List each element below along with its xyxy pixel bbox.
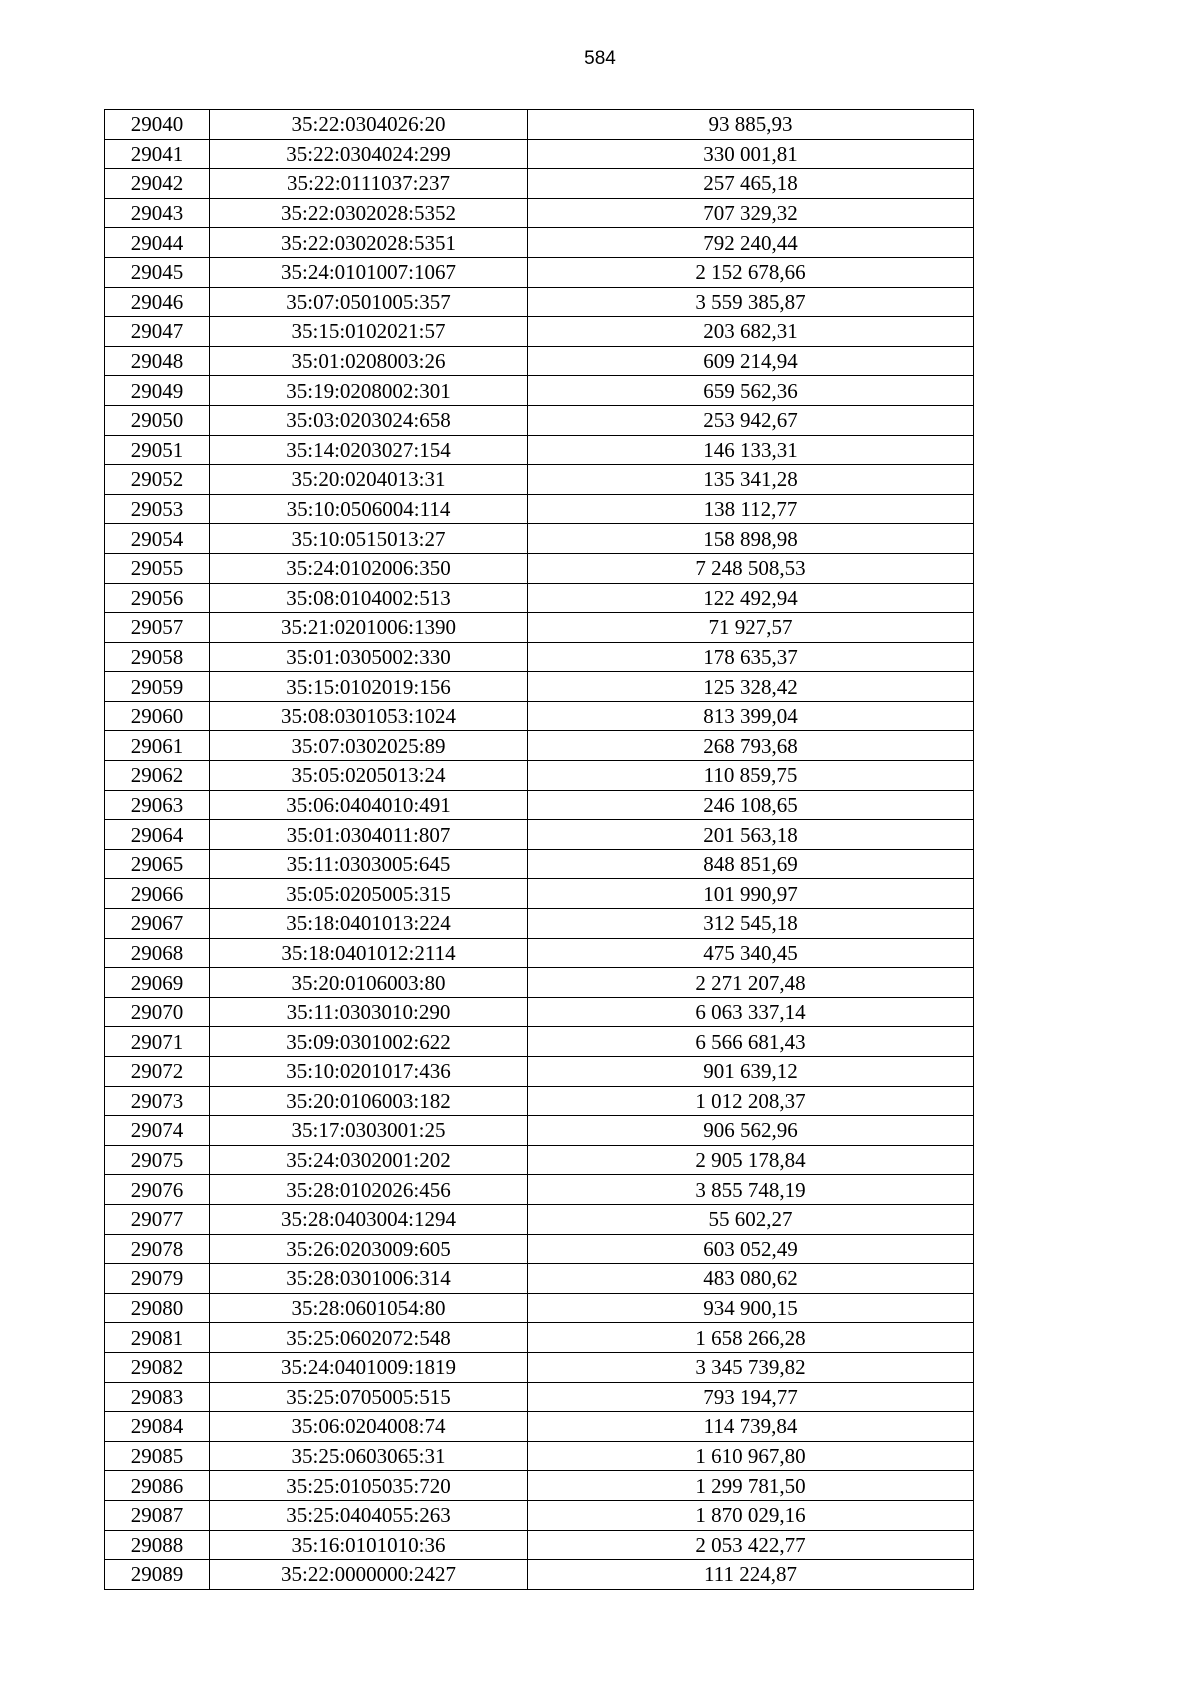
cadastral-number-cell: 35:25:0105035:720 [210, 1471, 528, 1501]
table-row [105, 1382, 974, 1412]
cadastral-number-cell: 35:28:0601054:80 [210, 1293, 528, 1323]
row-number-cell: 29085 [105, 1441, 210, 1471]
table-row [105, 139, 974, 169]
cadastral-value-cell: 1 012 208,37 [528, 1086, 974, 1116]
cadastral-number-cell: 35:28:0301006:314 [210, 1264, 528, 1294]
cadastral-number-cell: 35:08:0301053:1024 [210, 701, 528, 731]
cadastral-number-cell: 35:24:0101007:1067 [210, 257, 528, 287]
row-number-cell: 29050 [105, 405, 210, 435]
cadastral-number-cell: 35:03:0203024:658 [210, 405, 528, 435]
row-number-cell: 29044 [105, 228, 210, 258]
cadastral-value-cell: 111 224,87 [528, 1560, 974, 1590]
cadastral-value-cell: 55 602,27 [528, 1204, 974, 1234]
table-row [105, 1234, 974, 1264]
table-row [105, 938, 974, 968]
row-number-cell: 29053 [105, 494, 210, 524]
table-row [105, 346, 974, 376]
row-number-cell: 29042 [105, 169, 210, 199]
cadastral-number-cell: 35:20:0106003:182 [210, 1086, 528, 1116]
row-number-cell: 29089 [105, 1560, 210, 1590]
table-row [105, 1116, 974, 1146]
row-number-cell: 29076 [105, 1175, 210, 1205]
cadastral-number-cell: 35:16:0101010:36 [210, 1530, 528, 1560]
cadastral-number-cell: 35:01:0305002:330 [210, 642, 528, 672]
table-row [105, 465, 974, 495]
cadastral-value-cell: 603 052,49 [528, 1234, 974, 1264]
row-number-cell: 29068 [105, 938, 210, 968]
row-number-cell: 29054 [105, 524, 210, 554]
cadastral-value-cell: 158 898,98 [528, 524, 974, 554]
row-number-cell: 29048 [105, 346, 210, 376]
table-row [105, 110, 974, 140]
cadastral-value-cell: 609 214,94 [528, 346, 974, 376]
cadastral-number-cell: 35:06:0204008:74 [210, 1412, 528, 1442]
cadastral-value-cell: 2 152 678,66 [528, 257, 974, 287]
row-number-cell: 29075 [105, 1145, 210, 1175]
cadastral-number-cell: 35:21:0201006:1390 [210, 613, 528, 643]
cadastral-value-cell: 138 112,77 [528, 494, 974, 524]
cadastral-value-cell: 848 851,69 [528, 849, 974, 879]
table-row [105, 1175, 974, 1205]
cadastral-value-cell: 93 885,93 [528, 110, 974, 140]
cadastral-number-cell: 35:22:0000000:2427 [210, 1560, 528, 1590]
cadastral-number-cell: 35:24:0401009:1819 [210, 1352, 528, 1382]
cadastral-number-cell: 35:07:0501005:357 [210, 287, 528, 317]
cadastral-value-cell: 110 859,75 [528, 761, 974, 791]
row-number-cell: 29070 [105, 997, 210, 1027]
row-number-cell: 29073 [105, 1086, 210, 1116]
table-row [105, 257, 974, 287]
cadastral-number-cell: 35:15:0102019:156 [210, 672, 528, 702]
cadastral-value-cell: 203 682,31 [528, 317, 974, 347]
row-number-cell: 29067 [105, 909, 210, 939]
row-number-cell: 29051 [105, 435, 210, 465]
table-row [105, 731, 974, 761]
row-number-cell: 29055 [105, 553, 210, 583]
cadastral-number-cell: 35:25:0404055:263 [210, 1500, 528, 1530]
row-number-cell: 29083 [105, 1382, 210, 1412]
table-row [105, 169, 974, 199]
cadastral-value-cell: 125 328,42 [528, 672, 974, 702]
cadastral-number-cell: 35:19:0208002:301 [210, 376, 528, 406]
row-number-cell: 29072 [105, 1057, 210, 1087]
cadastral-value-cell: 114 739,84 [528, 1412, 974, 1442]
cadastral-value-cell: 707 329,32 [528, 198, 974, 228]
table-row [105, 642, 974, 672]
table-row [105, 997, 974, 1027]
table-body [105, 110, 974, 1590]
cadastral-number-cell: 35:22:0111037:237 [210, 169, 528, 199]
table-row [105, 1471, 974, 1501]
cadastral-value-cell: 813 399,04 [528, 701, 974, 731]
cadastral-value-cell: 330 001,81 [528, 139, 974, 169]
table-row [105, 761, 974, 791]
table-row [105, 1560, 974, 1590]
row-number-cell: 29084 [105, 1412, 210, 1442]
row-number-cell: 29087 [105, 1500, 210, 1530]
cadastral-value-cell: 2 053 422,77 [528, 1530, 974, 1560]
row-number-cell: 29063 [105, 790, 210, 820]
table-row [105, 1057, 974, 1087]
cadastral-number-cell: 35:11:0303010:290 [210, 997, 528, 1027]
row-number-cell: 29066 [105, 879, 210, 909]
row-number-cell: 29069 [105, 968, 210, 998]
cadastral-number-cell: 35:20:0204013:31 [210, 465, 528, 495]
cadastral-number-cell: 35:15:0102021:57 [210, 317, 528, 347]
cadastral-number-cell: 35:18:0401013:224 [210, 909, 528, 939]
cadastral-value-cell: 135 341,28 [528, 465, 974, 495]
table-row [105, 909, 974, 939]
cadastral-value-cell: 7 248 508,53 [528, 553, 974, 583]
table-row [105, 583, 974, 613]
table-row [105, 317, 974, 347]
row-number-cell: 29062 [105, 761, 210, 791]
cadastral-value-cell: 101 990,97 [528, 879, 974, 909]
cadastral-number-cell: 35:10:0506004:114 [210, 494, 528, 524]
cadastral-value-cell: 201 563,18 [528, 820, 974, 850]
table-row [105, 701, 974, 731]
cadastral-number-cell: 35:24:0102006:350 [210, 553, 528, 583]
cadastral-number-cell: 35:05:0205005:315 [210, 879, 528, 909]
table-row [105, 672, 974, 702]
row-number-cell: 29065 [105, 849, 210, 879]
cadastral-number-cell: 35:25:0603065:31 [210, 1441, 528, 1471]
table-row [105, 1264, 974, 1294]
row-number-cell: 29064 [105, 820, 210, 850]
table-row [105, 1323, 974, 1353]
table-row [105, 1027, 974, 1057]
cadastral-number-cell: 35:11:0303005:645 [210, 849, 528, 879]
cadastral-value-cell: 475 340,45 [528, 938, 974, 968]
row-number-cell: 29046 [105, 287, 210, 317]
cadastral-value-cell: 1 299 781,50 [528, 1471, 974, 1501]
table-row [105, 1441, 974, 1471]
row-number-cell: 29045 [105, 257, 210, 287]
cadastral-value-cell: 483 080,62 [528, 1264, 974, 1294]
cadastral-value-cell: 178 635,37 [528, 642, 974, 672]
cadastral-value-cell: 246 108,65 [528, 790, 974, 820]
table-row [105, 376, 974, 406]
cadastral-number-cell: 35:20:0106003:80 [210, 968, 528, 998]
cadastral-value-cell: 6 566 681,43 [528, 1027, 974, 1057]
cadastral-number-cell: 35:22:0302028:5351 [210, 228, 528, 258]
table-row [105, 849, 974, 879]
cadastral-value-cell: 257 465,18 [528, 169, 974, 199]
cadastral-number-cell: 35:22:0304024:299 [210, 139, 528, 169]
table-row [105, 1293, 974, 1323]
cadastral-value-cell: 792 240,44 [528, 228, 974, 258]
table-row [105, 1204, 974, 1234]
cadastral-number-cell: 35:22:0304026:20 [210, 110, 528, 140]
cadastral-number-cell: 35:25:0705005:515 [210, 1382, 528, 1412]
cadastral-value-cell: 1 658 266,28 [528, 1323, 974, 1353]
cadastral-number-cell: 35:09:0301002:622 [210, 1027, 528, 1057]
table-row [105, 1145, 974, 1175]
page-number: 584 [584, 48, 616, 69]
cadastral-number-cell: 35:28:0403004:1294 [210, 1204, 528, 1234]
cadastral-value-cell: 793 194,77 [528, 1382, 974, 1412]
cadastral-number-cell: 35:18:0401012:2114 [210, 938, 528, 968]
table-row [105, 553, 974, 583]
row-number-cell: 29080 [105, 1293, 210, 1323]
cadastral-number-cell: 35:06:0404010:491 [210, 790, 528, 820]
row-number-cell: 29047 [105, 317, 210, 347]
row-number-cell: 29074 [105, 1116, 210, 1146]
cadastral-value-cell: 1 870 029,16 [528, 1500, 974, 1530]
table-row [105, 613, 974, 643]
table-row [105, 1086, 974, 1116]
row-number-cell: 29056 [105, 583, 210, 613]
cadastral-value-cell: 268 793,68 [528, 731, 974, 761]
table-row [105, 1500, 974, 1530]
cadastral-value-cell: 71 927,57 [528, 613, 974, 643]
cadastral-number-cell: 35:24:0302001:202 [210, 1145, 528, 1175]
table-row [105, 435, 974, 465]
cadastral-number-cell: 35:10:0515013:27 [210, 524, 528, 554]
cadastral-value-cell: 312 545,18 [528, 909, 974, 939]
table-row [105, 879, 974, 909]
cadastral-number-cell: 35:07:0302025:89 [210, 731, 528, 761]
table-row [105, 1530, 974, 1560]
row-number-cell: 29071 [105, 1027, 210, 1057]
row-number-cell: 29040 [105, 110, 210, 140]
cadastral-value-cell: 2 271 207,48 [528, 968, 974, 998]
cadastral-number-cell: 35:01:0304011:807 [210, 820, 528, 850]
cadastral-number-cell: 35:26:0203009:605 [210, 1234, 528, 1264]
row-number-cell: 29078 [105, 1234, 210, 1264]
cadastral-number-cell: 35:25:0602072:548 [210, 1323, 528, 1353]
row-number-cell: 29081 [105, 1323, 210, 1353]
cadastral-value-cell: 6 063 337,14 [528, 997, 974, 1027]
row-number-cell: 29058 [105, 642, 210, 672]
table-row [105, 198, 974, 228]
table-row [105, 968, 974, 998]
cadastral-value-cell: 1 610 967,80 [528, 1441, 974, 1471]
row-number-cell: 29057 [105, 613, 210, 643]
cadastral-value-cell: 122 492,94 [528, 583, 974, 613]
table-row [105, 790, 974, 820]
table-row [105, 524, 974, 554]
cadastral-number-cell: 35:01:0208003:26 [210, 346, 528, 376]
cadastral-number-cell: 35:28:0102026:456 [210, 1175, 528, 1205]
cadastral-value-cell: 3 855 748,19 [528, 1175, 974, 1205]
row-number-cell: 29043 [105, 198, 210, 228]
cadastral-value-cell: 901 639,12 [528, 1057, 974, 1087]
cadastral-value-cell: 2 905 178,84 [528, 1145, 974, 1175]
cadastral-value-cell: 3 559 385,87 [528, 287, 974, 317]
cadastral-number-cell: 35:08:0104002:513 [210, 583, 528, 613]
row-number-cell: 29059 [105, 672, 210, 702]
table-row [105, 494, 974, 524]
table-row [105, 1412, 974, 1442]
cadastral-value-cell: 659 562,36 [528, 376, 974, 406]
row-number-cell: 29088 [105, 1530, 210, 1560]
cadastral-value-table [104, 109, 974, 1590]
row-number-cell: 29041 [105, 139, 210, 169]
row-number-cell: 29079 [105, 1264, 210, 1294]
table-row [105, 405, 974, 435]
cadastral-value-cell: 3 345 739,82 [528, 1352, 974, 1382]
cadastral-value-cell: 253 942,67 [528, 405, 974, 435]
table-row [105, 287, 974, 317]
table-row [105, 228, 974, 258]
cadastral-value-cell: 146 133,31 [528, 435, 974, 465]
row-number-cell: 29082 [105, 1352, 210, 1382]
cadastral-number-cell: 35:05:0205013:24 [210, 761, 528, 791]
cadastral-number-cell: 35:17:0303001:25 [210, 1116, 528, 1146]
row-number-cell: 29060 [105, 701, 210, 731]
cadastral-number-cell: 35:10:0201017:436 [210, 1057, 528, 1087]
row-number-cell: 29077 [105, 1204, 210, 1234]
row-number-cell: 29061 [105, 731, 210, 761]
table-row [105, 1352, 974, 1382]
cadastral-number-cell: 35:22:0302028:5352 [210, 198, 528, 228]
row-number-cell: 29052 [105, 465, 210, 495]
row-number-cell: 29086 [105, 1471, 210, 1501]
cadastral-number-cell: 35:14:0203027:154 [210, 435, 528, 465]
cadastral-value-cell: 906 562,96 [528, 1116, 974, 1146]
row-number-cell: 29049 [105, 376, 210, 406]
cadastral-value-cell: 934 900,15 [528, 1293, 974, 1323]
table-row [105, 820, 974, 850]
